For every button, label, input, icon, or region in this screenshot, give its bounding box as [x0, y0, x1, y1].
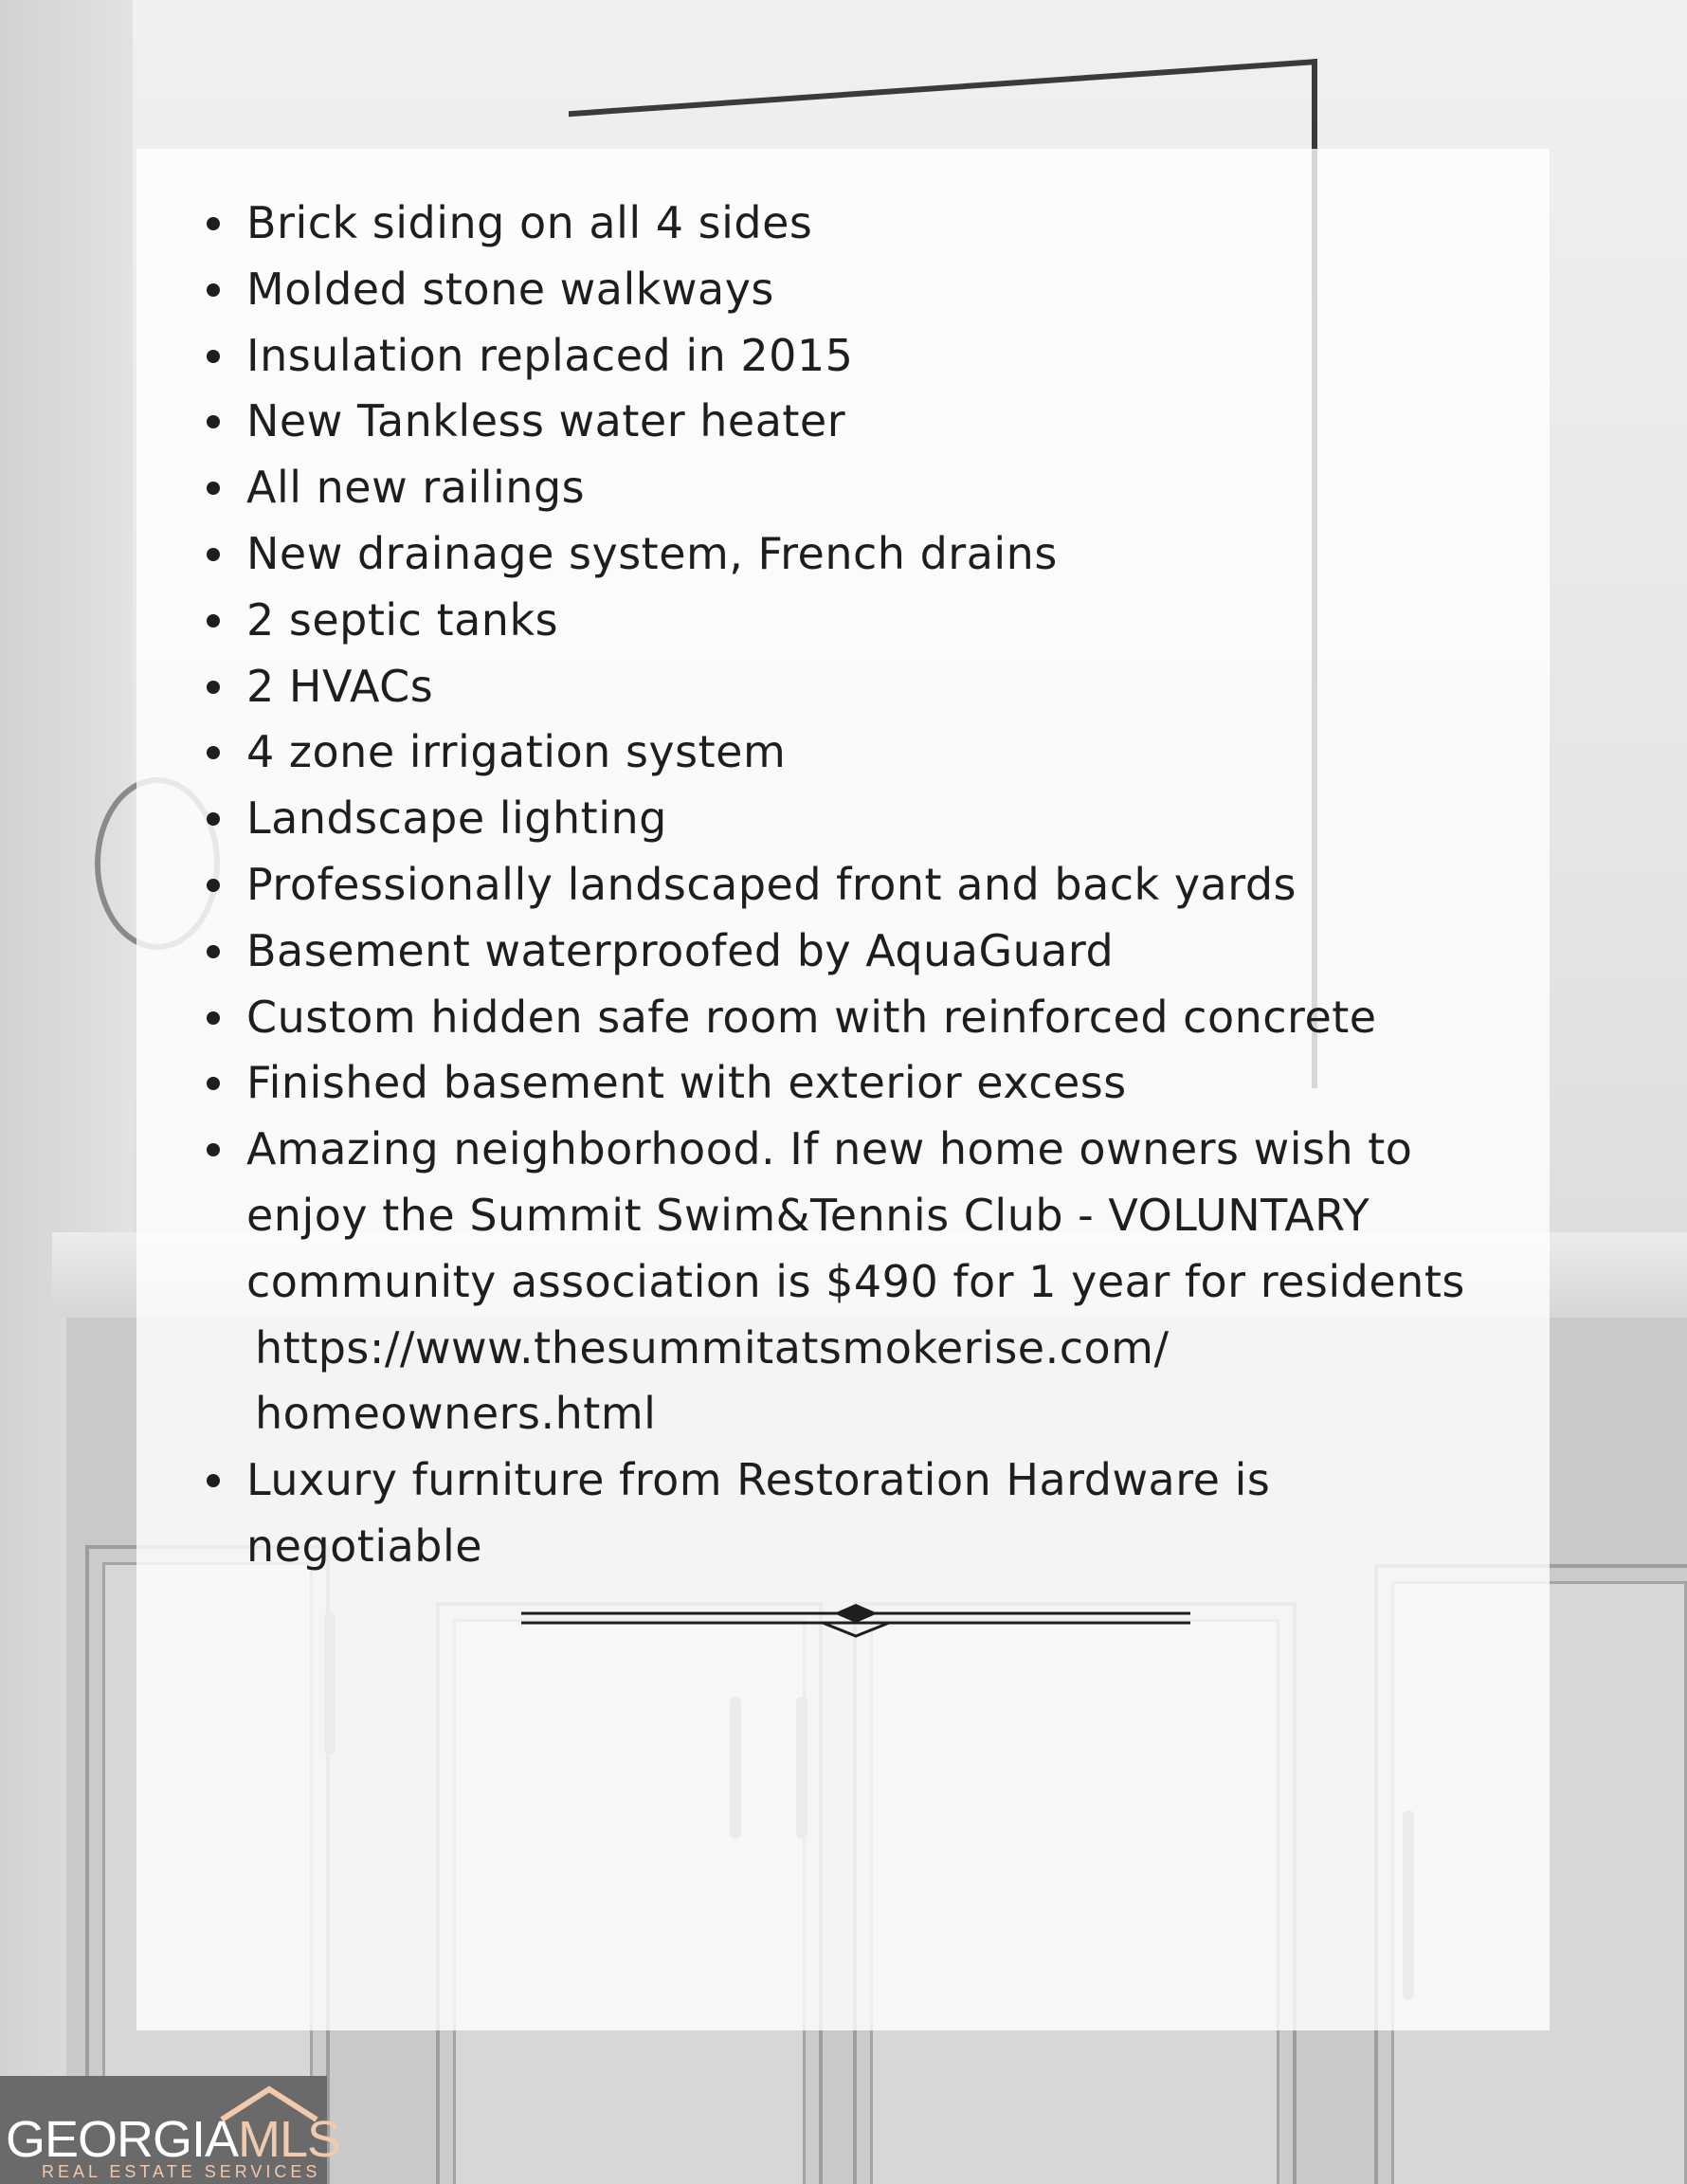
list-item — [246, 654, 1516, 720]
logo-name-main: GEORGIA — [6, 2111, 239, 2168]
list-item — [246, 455, 1516, 521]
list-item — [246, 852, 1516, 919]
decorative-divider — [521, 1602, 1190, 1640]
logo-name-accent: MLS — [238, 2111, 341, 2168]
furniture-text: Luxury furniture from Restoration Hardware is negotiable — [246, 1454, 1271, 1572]
list-item — [246, 257, 1516, 323]
list-item — [246, 719, 1516, 786]
feature-text: New Tankless water heater — [246, 395, 846, 447]
feature-text: Basement waterproofed by AquaGuard — [246, 924, 1115, 976]
feature-text: All new railings — [246, 462, 586, 514]
neighborhood-item — [246, 1117, 1516, 1447]
list-item — [246, 323, 1516, 390]
feature-text: Finished basement with exterior excess — [246, 1057, 1127, 1109]
list-item — [246, 389, 1516, 455]
list-item — [246, 521, 1516, 588]
feature-text: Brick siding on all 4 sides — [246, 197, 813, 248]
feature-text: 2 HVACs — [246, 660, 434, 712]
georgia-mls-logo — [0, 2076, 341, 2184]
list-item — [246, 1050, 1516, 1117]
neighborhood-text: Amazing neighborhood. If new home owners wish to enjoy the Summit Swim&Tennis Club - VOLUNTARY community association is $490 for 1 year for residents — [246, 1123, 1465, 1307]
list-item — [246, 588, 1516, 654]
logo-wordmark — [6, 2111, 341, 2168]
feature-text: Insulation replaced in 2015 — [246, 329, 854, 381]
club-url-line-2[interactable]: homeowners.html — [255, 1388, 657, 1440]
feature-list — [246, 191, 1516, 1580]
feature-text: Custom hidden safe room with reinforced concrete — [246, 991, 1377, 1043]
feature-text: Professionally landscaped front and back yards — [246, 858, 1297, 910]
list-item — [246, 985, 1516, 1051]
feature-text: Molded stone walkways — [246, 263, 774, 315]
logo-tagline: REAL ESTATE SERVICES — [42, 2162, 321, 2181]
feature-text: Landscape lighting — [246, 792, 667, 845]
club-url-line-1[interactable]: https://www.thesummitatsmokerise.com/ — [255, 1321, 1170, 1374]
feature-text: 2 septic tanks — [246, 593, 559, 646]
furniture-item — [246, 1447, 1516, 1580]
list-item — [246, 191, 1516, 257]
feature-text: 4 zone irrigation system — [246, 726, 787, 778]
feature-text: New drainage system, French drains — [246, 527, 1058, 579]
list-item — [246, 919, 1516, 985]
list-item — [246, 786, 1516, 852]
